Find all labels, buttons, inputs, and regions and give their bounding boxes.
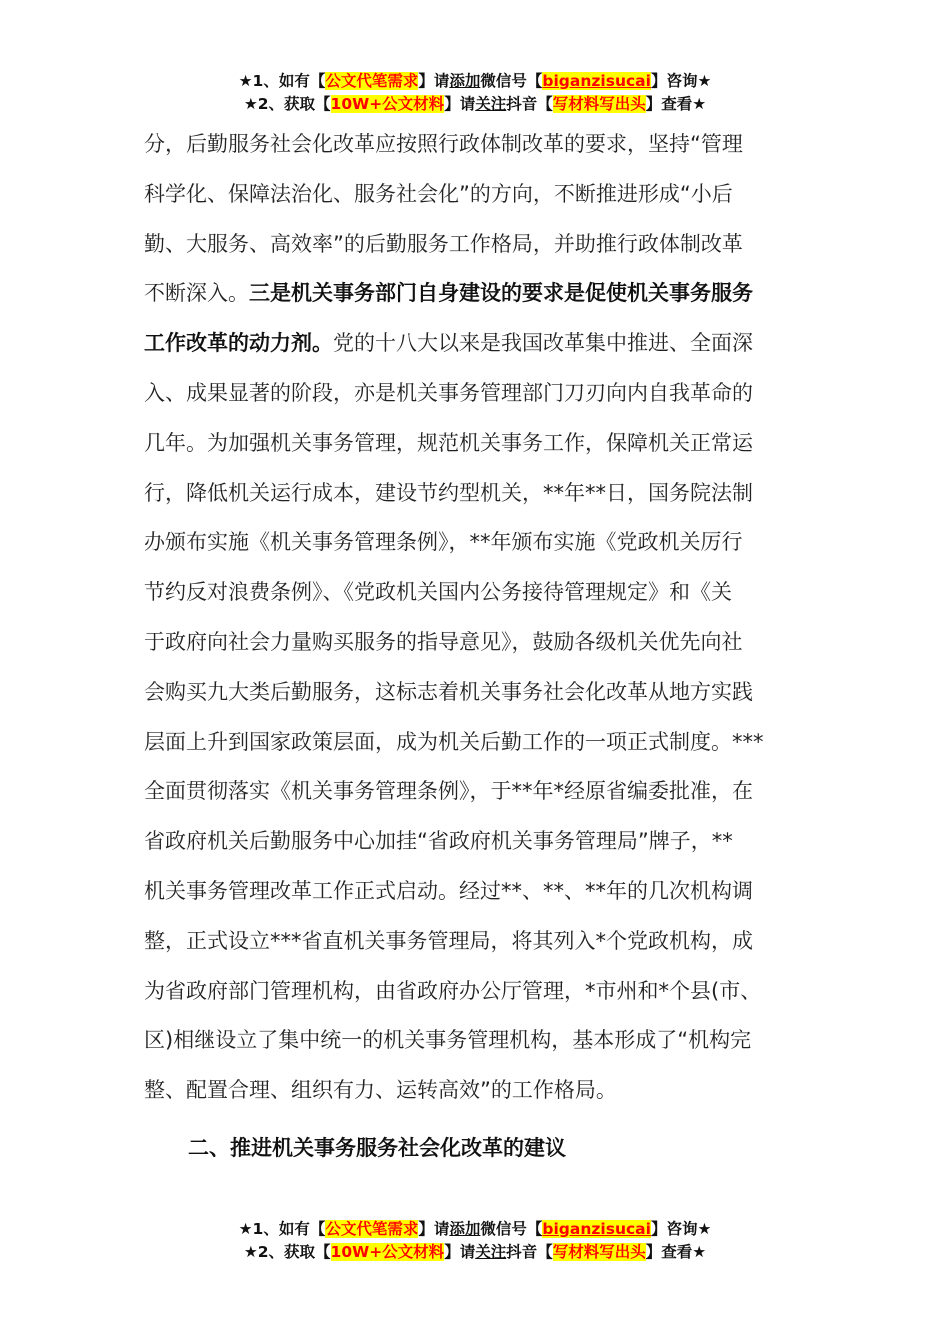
section-heading: 二、推进机关事务服务社会化改革的建议: [188, 1136, 566, 1160]
body-line: 工作改革的动力剂。党的十八大以来是我国改革集中推进、全面深: [144, 331, 753, 356]
footer-banner: [0, 1218, 950, 1264]
banner-line-2: ★2、获取【10W+公文材料】请关注抖音【写材料写出头】查看★: [243, 95, 707, 113]
body-line: 层面上升到国家政策层面，成为机关后勤工作的一项正式制度。***: [144, 729, 764, 754]
body-line: 整、配置合理、组织有力、运转高效”的工作格局。: [144, 1078, 617, 1103]
highlight-service: 公文代笔需求: [325, 72, 419, 90]
body-line: 省政府机关后勤服务中心加挂“省政府机关事务管理局”牌子，**: [144, 829, 733, 854]
highlight-account: 写材料写出头: [552, 95, 646, 113]
body-line: 于政府向社会力量购买服务的指导意见》，鼓励各级机关优先向社: [144, 629, 743, 654]
body-line: 行，降低机关运行成本，建设节约型机关，**年**日，国务院法制: [144, 480, 753, 505]
highlight-materials: 10W+公文材料: [330, 95, 445, 113]
wechat-id-link[interactable]: biganzisucai: [542, 72, 651, 90]
body-line: 不断深入。三是机关事务部门自身建设的要求是促使机关事务服务: [144, 281, 753, 306]
body-line: 全面贯彻落实《机关事务管理条例》，于**年*经原省编委批准，在: [144, 779, 753, 804]
body-line: 机关事务管理改革工作正式启动。经过**、**、**年的几次机构调: [144, 878, 753, 903]
highlight-service: 公文代笔需求: [325, 1220, 419, 1238]
body-line: 整，正式设立***省直机关事务管理局，将其列入*个党政机构，成: [144, 928, 753, 953]
body-line: 科学化、保障法治化、服务社会化”的方向，不断推进形成“小后: [144, 181, 733, 206]
body-line: 分，后勤服务社会化改革应按照行政体制改革的要求，坚持“管理: [144, 132, 743, 156]
bold-point-three: 三是机关事务部门自身建设的要求是促使机关事务服务: [249, 281, 753, 306]
banner-line-1: ★1、如有【公文代笔需求】请添加微信号【biganzisucai】咨询★: [238, 72, 712, 90]
body-text: [144, 120, 809, 1116]
header-banner: [0, 70, 950, 116]
highlight-account: 写材料写出头: [552, 1243, 646, 1261]
highlight-materials: 10W+公文材料: [330, 1243, 445, 1261]
wechat-id-link[interactable]: biganzisucai: [542, 1220, 651, 1238]
body-line: 为省政府部门管理机构，由省政府办公厅管理，*市州和*个县(市、: [144, 978, 762, 1003]
body-line: 办颁布实施《机关事务管理条例》，**年颁布实施《党政机关厉行: [144, 530, 743, 555]
body-line: 会购买九大类后勤服务，这标志着机关事务社会化改革从地方实践: [144, 679, 753, 704]
body-line: 区)相继设立了集中统一的机关事务管理机构，基本形成了“机构完: [144, 1028, 752, 1053]
body-line: 勤、大服务、高效率”的后勤服务工作格局，并助推行政体制改革: [144, 231, 743, 256]
banner-line-1: ★1、如有【公文代笔需求】请添加微信号【biganzisucai】咨询★: [238, 1220, 712, 1238]
bold-point-three-end: 工作改革的动力剂。: [144, 331, 333, 356]
body-line: 入、成果显著的阶段，亦是机关事务管理部门刀刃向内自我革命的: [144, 380, 753, 405]
body-line: 节约反对浪费条例》、《党政机关国内公务接待管理规定》和《关: [144, 580, 732, 605]
body-line: 几年。为加强机关事务管理，规范机关事务工作，保障机关正常运: [144, 430, 753, 455]
banner-line-2: ★2、获取【10W+公文材料】请关注抖音【写材料写出头】查看★: [243, 1243, 707, 1261]
